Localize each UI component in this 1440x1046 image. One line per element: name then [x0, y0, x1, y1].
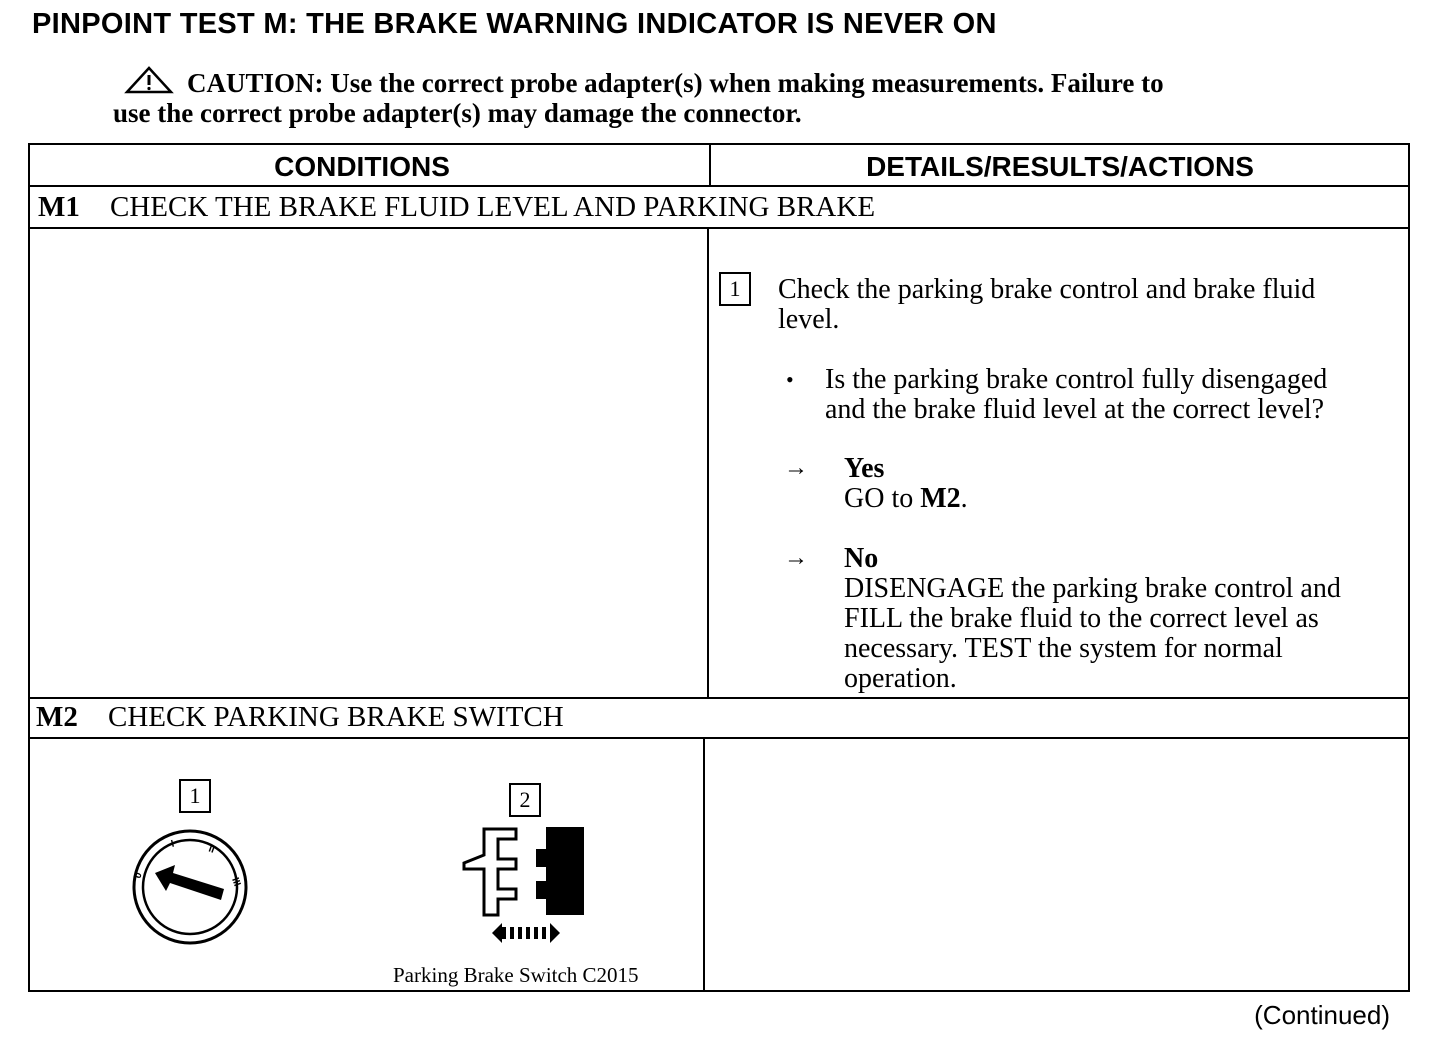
caution-text-line2: use the correct probe adapter(s) may damage the connector.	[113, 98, 802, 128]
step-m1-title: CHECK THE BRAKE FLUID LEVEL AND PARKING BRAKE	[110, 191, 876, 223]
svg-text:II: II	[206, 843, 216, 856]
svg-text:I: I	[169, 838, 176, 850]
caution-text-line1: Use the correct probe adapter(s) when making measurements. Failure to	[330, 68, 1164, 98]
arrow-right-icon: →	[784, 545, 808, 571]
m1-yes-result: Yes GO to M2.	[844, 453, 968, 514]
svg-text:0: 0	[132, 871, 145, 881]
step-m2-title: CHECK PARKING BRAKE SWITCH	[108, 701, 564, 733]
step-m2-heading	[36, 701, 564, 734]
m1-no-result: No DISENGAGE the parking brake control and FILL the brake fluid to the correct level as necessary. TEST the system for normal operation.	[844, 543, 1341, 694]
bullet-icon: •	[786, 367, 794, 392]
m2-divider	[30, 697, 1408, 699]
svg-text:III: III	[229, 876, 243, 888]
substep-number-box: 1	[719, 272, 751, 306]
warning-triangle-icon	[125, 66, 173, 94]
conditions-header: CONDITIONS	[274, 151, 450, 182]
ignition-switch-icon	[128, 829, 256, 945]
connector-disconnect-icon	[458, 825, 588, 949]
m2-column-divider	[703, 739, 705, 992]
step-m1-heading	[38, 191, 875, 224]
pinpoint-table	[28, 143, 1410, 992]
figure-caption: Parking Brake Switch C2015	[393, 963, 639, 987]
details-header: DETAILS/RESULTS/ACTIONS	[866, 151, 1254, 182]
figure-1-number: 1	[179, 779, 211, 813]
m1-question: Is the parking brake control fully disengaged and the brake fluid level at the correct level?	[825, 364, 1328, 425]
m1-instruction: Check the parking brake control and brake fluid level.	[778, 274, 1316, 335]
step-m1-id: M1	[38, 191, 80, 223]
header-column-divider	[709, 145, 711, 185]
caution-notice	[113, 66, 1313, 128]
m1-title-divider	[30, 227, 1408, 229]
continued-label: (Continued)	[1254, 1000, 1390, 1030]
m1-column-divider	[707, 229, 709, 697]
figure-2-number: 2	[509, 783, 541, 817]
m2-title-divider	[30, 737, 1408, 739]
step-m2-id: M2	[36, 701, 78, 733]
caution-label: CAUTION:	[187, 68, 324, 98]
arrow-right-icon: →	[784, 455, 808, 481]
page-title: PINPOINT TEST M: THE BRAKE WARNING INDICATOR IS NEVER ON	[32, 8, 997, 40]
header-divider	[30, 185, 1408, 187]
